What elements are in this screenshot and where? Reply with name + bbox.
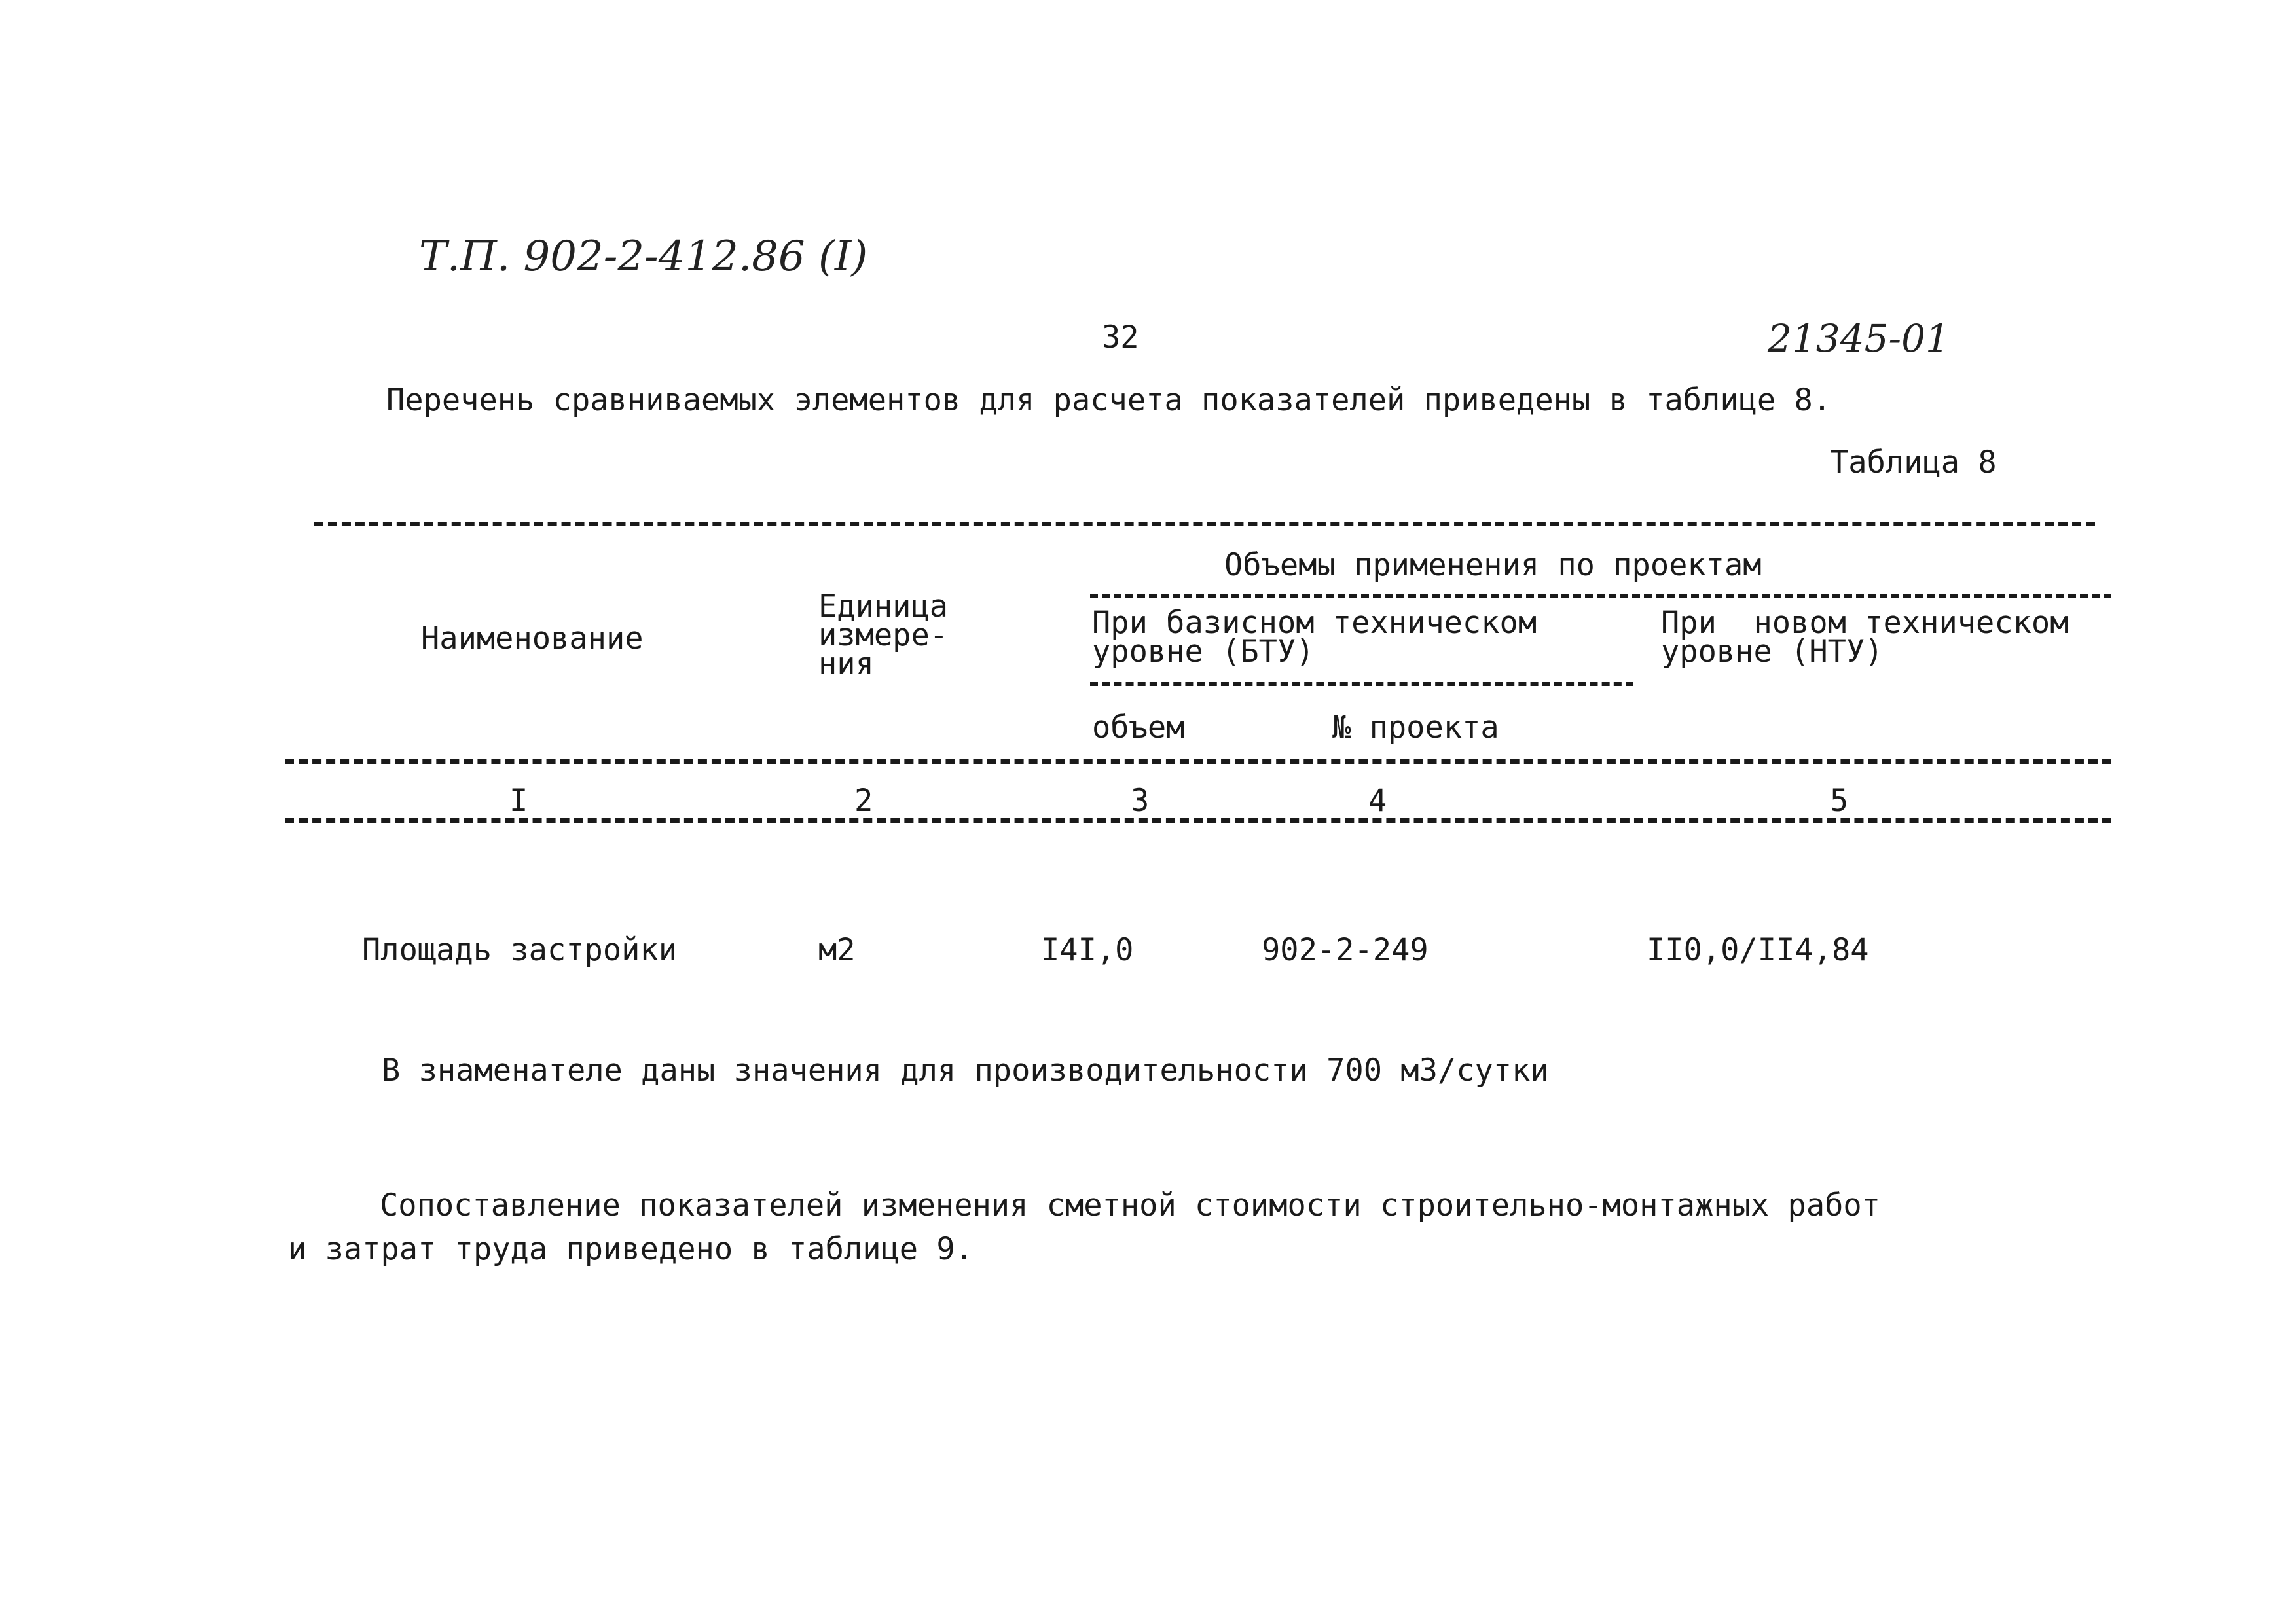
header-ntu: При новом техническом уровне (НТУ) bbox=[1661, 605, 2069, 670]
row-unit: м2 bbox=[818, 932, 856, 968]
intro-paragraph: Перечень сравниваемых элементов для расчета показателей приведены в таблице 8. bbox=[386, 382, 1832, 418]
row-ntu-value: II0,0/II4,84 bbox=[1647, 932, 1869, 968]
column-number-3: 3 bbox=[1131, 783, 1150, 819]
header-volumes-group: Объемы применения по проектам bbox=[1224, 547, 1762, 583]
header-name: Наименование bbox=[421, 621, 644, 657]
column-number-4: 4 bbox=[1368, 783, 1387, 819]
header-btu: При базисном техническом уровне (БТУ) bbox=[1092, 605, 1537, 670]
note-paragraph: В знаменателе даны значения для производительности 700 м3/сутки bbox=[382, 1053, 1549, 1089]
header-bottom-rule bbox=[285, 759, 2111, 764]
row-name: Площадь застройки bbox=[362, 932, 678, 968]
table-label: Таблица 8 bbox=[1830, 444, 1997, 480]
document-code: Т.П. 902-2-412.86 (I) bbox=[419, 232, 868, 281]
archive-number: 21345-01 bbox=[1768, 316, 1950, 361]
header-unit: Единица измере- ния bbox=[818, 588, 949, 682]
row-project: 902-2-249 bbox=[1262, 932, 1429, 968]
group-rule bbox=[1090, 594, 2111, 598]
btu-rule bbox=[1090, 682, 1633, 686]
page-number: 32 bbox=[1102, 319, 1139, 355]
column-number-5: 5 bbox=[1830, 783, 1849, 819]
closing-paragraph-line-2: и затрат труда приведено в таблице 9. bbox=[288, 1231, 974, 1267]
row-volume: I4I,0 bbox=[1041, 932, 1134, 968]
closing-paragraph-line-1: Сопоставление показателей изменения сметной стоимости строительно-монтажных работ bbox=[380, 1187, 1881, 1223]
header-project-no: № проекта bbox=[1332, 710, 1499, 746]
column-number-2: 2 bbox=[854, 783, 873, 819]
header-volume: объем bbox=[1092, 710, 1185, 746]
numbers-bottom-rule bbox=[285, 818, 2111, 823]
table-top-rule bbox=[314, 522, 2095, 526]
column-number-1: I bbox=[509, 783, 528, 819]
